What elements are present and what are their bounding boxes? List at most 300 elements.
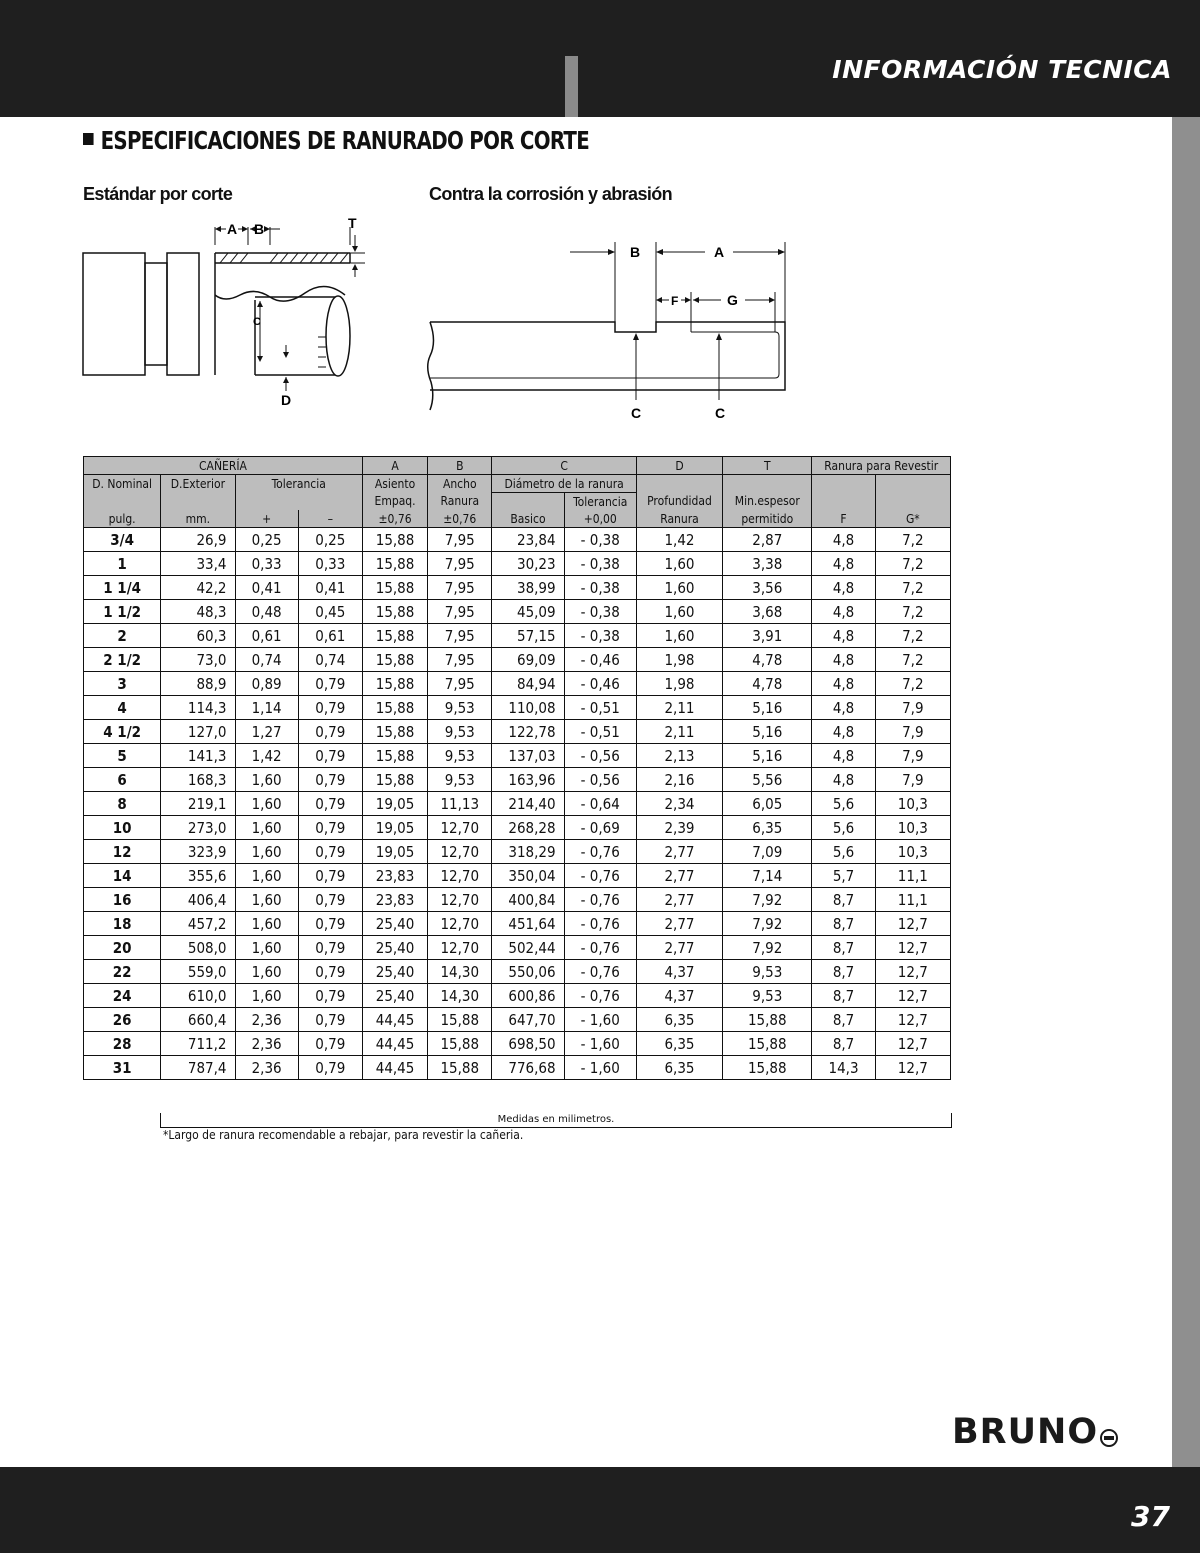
table-cell: 2,87 — [723, 528, 812, 552]
table-cell: 350,04 — [492, 864, 564, 888]
table-cell: 0,79 — [298, 696, 362, 720]
table-cell: 38,99 — [492, 576, 564, 600]
header-permitido: permitido — [723, 510, 812, 528]
table-cell: 600,86 — [492, 984, 564, 1008]
table-cell: 25,40 — [362, 912, 427, 936]
header-mm: mm. — [161, 510, 235, 528]
table-cell: - 0,64 — [564, 792, 636, 816]
table-row — [84, 960, 951, 984]
table-cell: 1,98 — [636, 672, 722, 696]
table-cell: - 0,38 — [564, 576, 636, 600]
header-d: D — [636, 457, 722, 475]
table-row — [84, 720, 951, 744]
table-cell: 219,1 — [161, 792, 235, 816]
table-cell: 1,60 — [235, 888, 298, 912]
table-cell: 42,2 — [161, 576, 235, 600]
table-cell: 610,0 — [161, 984, 235, 1008]
header-caneria: CAÑERÍA — [84, 457, 363, 475]
table-cell: 15,88 — [362, 720, 427, 744]
table-cell: 15,88 — [723, 1056, 812, 1080]
table-cell: 88,9 — [161, 672, 235, 696]
table-cell: 2,13 — [636, 744, 722, 768]
table-cell: 7,95 — [428, 600, 492, 624]
standard-groove-diagram — [80, 215, 380, 415]
header-diametro-ranura: Diámetro de la ranura — [492, 475, 636, 493]
top-bar — [0, 0, 1200, 117]
table-cell: 9,53 — [428, 744, 492, 768]
table-cell: 4,8 — [812, 744, 875, 768]
table-cell: 1 1/4 — [84, 576, 161, 600]
table-cell: 0,61 — [235, 624, 298, 648]
table-cell: 20 — [84, 936, 161, 960]
table-cell: 7,14 — [723, 864, 812, 888]
table-cell: 7,09 — [723, 840, 812, 864]
table-cell: - 1,60 — [564, 1032, 636, 1056]
table-cell: - 0,69 — [564, 816, 636, 840]
table-cell: 6 — [84, 768, 161, 792]
header-min-espesor: Min.espesor — [723, 493, 812, 511]
section-title: INFORMACIÓN TECNICA — [832, 55, 1172, 84]
table-row — [84, 672, 951, 696]
table-cell: 2,16 — [636, 768, 722, 792]
table-cell: 0,48 — [235, 600, 298, 624]
table-cell: 23,83 — [362, 864, 427, 888]
table-cell: 0,79 — [298, 888, 362, 912]
table-cell: 12,7 — [875, 984, 950, 1008]
table-row — [84, 576, 951, 600]
table-cell: 0,61 — [298, 624, 362, 648]
table-cell: 5 — [84, 744, 161, 768]
table-cell: 15,88 — [723, 1032, 812, 1056]
page-number: 37 — [1131, 1500, 1170, 1533]
table-cell: 0,41 — [235, 576, 298, 600]
footnote: *Largo de ranura recomendable a rebajar, para revestir la cañeria. — [163, 1128, 524, 1142]
table-cell: 60,3 — [161, 624, 235, 648]
table-cell: 0,79 — [298, 1032, 362, 1056]
header-accent-bar — [565, 56, 578, 117]
table-cell: 0,79 — [298, 1056, 362, 1080]
table-cell: 2,36 — [235, 1056, 298, 1080]
table-cell: 3,56 — [723, 576, 812, 600]
table-cell: 1,60 — [636, 576, 722, 600]
table-cell: 110,08 — [492, 696, 564, 720]
table-cell: 7,92 — [723, 936, 812, 960]
table-cell: 5,16 — [723, 696, 812, 720]
table-cell: 7,9 — [875, 696, 950, 720]
table-cell: 48,3 — [161, 600, 235, 624]
table-cell: 7,2 — [875, 576, 950, 600]
table-cell: 114,3 — [161, 696, 235, 720]
table-cell: 2 1/2 — [84, 648, 161, 672]
table-cell: 0,79 — [298, 864, 362, 888]
table-row — [84, 888, 951, 912]
table-cell: 84,94 — [492, 672, 564, 696]
table-cell: 15,88 — [362, 744, 427, 768]
table-cell: - 1,60 — [564, 1056, 636, 1080]
table-cell: 1 — [84, 552, 161, 576]
table-cell: 15,88 — [362, 696, 427, 720]
table-cell: 323,9 — [161, 840, 235, 864]
table-cell: 0,45 — [298, 600, 362, 624]
table-row — [84, 528, 951, 552]
table-cell: 163,96 — [492, 768, 564, 792]
table-cell: 1,60 — [235, 984, 298, 1008]
table-cell: - 0,51 — [564, 720, 636, 744]
label-a: A — [227, 221, 238, 237]
table-cell: 2,11 — [636, 720, 722, 744]
header-pulg: pulg. — [84, 510, 161, 528]
table-cell: 44,45 — [362, 1008, 427, 1032]
table-cell: 7,9 — [875, 720, 950, 744]
table-cell: 4,8 — [812, 600, 875, 624]
header-blank-g — [875, 475, 950, 493]
header-blank-t — [723, 475, 812, 493]
table-cell: 23,83 — [362, 888, 427, 912]
table-cell: 16 — [84, 888, 161, 912]
table-cell: 4,8 — [812, 552, 875, 576]
table-cell: 15,88 — [362, 600, 427, 624]
table-cell: 1,27 — [235, 720, 298, 744]
header-t: T — [723, 457, 812, 475]
table-cell: 4,8 — [812, 576, 875, 600]
header-blank-d — [636, 475, 722, 493]
header-tolerancia-c: Tolerancia — [564, 493, 636, 511]
table-row — [84, 816, 951, 840]
table-cell: - 0,76 — [564, 888, 636, 912]
table-cell: 647,70 — [492, 1008, 564, 1032]
table-cell: 4,37 — [636, 984, 722, 1008]
table-row — [84, 936, 951, 960]
table-cell: 6,35 — [636, 1008, 722, 1032]
table-row — [84, 840, 951, 864]
header-a: A — [362, 457, 427, 475]
table-row — [84, 792, 951, 816]
table-cell: 18 — [84, 912, 161, 936]
table-cell: 8,7 — [812, 888, 875, 912]
table-cell: 4,8 — [812, 696, 875, 720]
table-cell: 0,33 — [235, 552, 298, 576]
table-cell: 0,33 — [298, 552, 362, 576]
table-cell: 5,7 — [812, 864, 875, 888]
table-cell: 12,7 — [875, 960, 950, 984]
header-blank-5 — [812, 493, 875, 511]
table-cell: 8 — [84, 792, 161, 816]
table-cell: - 0,38 — [564, 624, 636, 648]
table-cell: 4 — [84, 696, 161, 720]
table-cell: 5,16 — [723, 744, 812, 768]
table-cell: 0,74 — [235, 648, 298, 672]
table-row — [84, 648, 951, 672]
table-cell: 4,8 — [812, 768, 875, 792]
table-cell: 6,35 — [723, 816, 812, 840]
groove-spec-table — [83, 456, 951, 1080]
table-cell: 15,88 — [362, 648, 427, 672]
table-cell: 25,40 — [362, 984, 427, 1008]
table-cell: 26 — [84, 1008, 161, 1032]
table-cell: 12,70 — [428, 912, 492, 936]
header-b: B — [428, 457, 492, 475]
table-cell: 5,56 — [723, 768, 812, 792]
table-cell: 9,53 — [428, 720, 492, 744]
table-row — [84, 1056, 951, 1080]
header-blank-3 — [235, 493, 362, 511]
table-cell: 400,84 — [492, 888, 564, 912]
table-cell: 214,40 — [492, 792, 564, 816]
table-cell: 451,64 — [492, 912, 564, 936]
table-cell: 10,3 — [875, 792, 950, 816]
header-f: F — [812, 510, 875, 528]
table-cell: 7,2 — [875, 600, 950, 624]
table-cell: 2,77 — [636, 936, 722, 960]
bruno-logo — [952, 1412, 1118, 1452]
table-cell: 4,78 — [723, 648, 812, 672]
table-cell: 15,88 — [362, 624, 427, 648]
table-cell: 4,78 — [723, 672, 812, 696]
table-cell: 7,2 — [875, 624, 950, 648]
table-cell: 15,88 — [362, 576, 427, 600]
table-cell: 1,60 — [235, 936, 298, 960]
header-blank-2 — [161, 493, 235, 511]
table-cell: 11,1 — [875, 864, 950, 888]
table-cell: 7,2 — [875, 672, 950, 696]
table-cell: 19,05 — [362, 792, 427, 816]
header-minus: – — [298, 510, 362, 528]
table-row — [84, 912, 951, 936]
header-tol-a: ±0,76 — [362, 510, 427, 528]
table-cell: 44,45 — [362, 1032, 427, 1056]
table-cell: 559,0 — [161, 960, 235, 984]
table-cell: 7,2 — [875, 648, 950, 672]
table-cell: 1,42 — [235, 744, 298, 768]
label-f: F — [671, 294, 679, 308]
table-cell: 4,8 — [812, 624, 875, 648]
table-cell: 15,88 — [362, 768, 427, 792]
table-cell: 28 — [84, 1032, 161, 1056]
table-cell: 69,09 — [492, 648, 564, 672]
table-cell: 15,88 — [428, 1032, 492, 1056]
label-b: B — [254, 221, 265, 237]
table-cell: 12 — [84, 840, 161, 864]
table-cell: 6,05 — [723, 792, 812, 816]
table-cell: 1,60 — [235, 864, 298, 888]
header-blank-6 — [875, 493, 950, 511]
table-cell: 8,7 — [812, 960, 875, 984]
table-cell: 2,77 — [636, 888, 722, 912]
table-cell: - 0,51 — [564, 696, 636, 720]
table-cell: 14 — [84, 864, 161, 888]
table-cell: 0,79 — [298, 792, 362, 816]
table-cell: 22 — [84, 960, 161, 984]
table-cell: 14,3 — [812, 1056, 875, 1080]
table-cell: 9,53 — [428, 696, 492, 720]
table-cell: 8,7 — [812, 1008, 875, 1032]
header-blank-1 — [84, 493, 161, 511]
table-cell: 0,79 — [298, 816, 362, 840]
subtitle-corrosion: Contra la corrosión y abrasión — [429, 184, 673, 204]
table-cell: 7,2 — [875, 552, 950, 576]
table-cell: 7,95 — [428, 528, 492, 552]
table-cell: 26,9 — [161, 528, 235, 552]
header-g: G* — [875, 510, 950, 528]
table-cell: 1,14 — [235, 696, 298, 720]
table-cell: 12,70 — [428, 864, 492, 888]
table-cell: 24 — [84, 984, 161, 1008]
table-cell: 3/4 — [84, 528, 161, 552]
table-cell: 7,2 — [875, 528, 950, 552]
table-cell: 10,3 — [875, 816, 950, 840]
table-cell: 11,13 — [428, 792, 492, 816]
table-row — [84, 768, 951, 792]
table-cell: 0,89 — [235, 672, 298, 696]
table-cell: 12,70 — [428, 840, 492, 864]
table-cell: 127,0 — [161, 720, 235, 744]
table-cell: 8,7 — [812, 936, 875, 960]
table-cell: 2,36 — [235, 1032, 298, 1056]
table-cell: 6,35 — [636, 1032, 722, 1056]
table-cell: 45,09 — [492, 600, 564, 624]
table-cell: 1,60 — [235, 960, 298, 984]
header-tolerancia: Tolerancia — [235, 475, 362, 493]
table-cell: 0,79 — [298, 768, 362, 792]
bottom-bar — [0, 1467, 1200, 1553]
table-cell: 19,05 — [362, 816, 427, 840]
table-cell: 0,41 — [298, 576, 362, 600]
label-g: G — [727, 292, 738, 308]
table-cell: 0,25 — [298, 528, 362, 552]
table-cell: 141,3 — [161, 744, 235, 768]
header-plus: + — [235, 510, 298, 528]
table-cell: 2,77 — [636, 864, 722, 888]
table-cell: 1,60 — [636, 552, 722, 576]
table-cell: 15,88 — [362, 672, 427, 696]
table-cell: 5,6 — [812, 840, 875, 864]
table-cell: 2,36 — [235, 1008, 298, 1032]
table-row — [84, 984, 951, 1008]
table-cell: 57,15 — [492, 624, 564, 648]
table-cell: 1,60 — [235, 792, 298, 816]
table-cell: 15,88 — [428, 1056, 492, 1080]
table-cell: - 0,56 — [564, 744, 636, 768]
table-cell: 660,4 — [161, 1008, 235, 1032]
table-cell: 0,79 — [298, 840, 362, 864]
table-cell: 25,40 — [362, 960, 427, 984]
table-cell: 457,2 — [161, 912, 235, 936]
table-cell: 6,35 — [636, 1056, 722, 1080]
table-cell: 1,60 — [636, 624, 722, 648]
table-cell: 0,79 — [298, 720, 362, 744]
table-cell: 406,4 — [161, 888, 235, 912]
table-cell: 3,38 — [723, 552, 812, 576]
table-cell: 12,7 — [875, 912, 950, 936]
table-row — [84, 1008, 951, 1032]
table-cell: 7,92 — [723, 888, 812, 912]
table-cell: 0,79 — [298, 912, 362, 936]
table-cell: 23,84 — [492, 528, 564, 552]
table-cell: 355,6 — [161, 864, 235, 888]
table-cell: 11,1 — [875, 888, 950, 912]
table-cell: 33,4 — [161, 552, 235, 576]
table-cell: 4,8 — [812, 648, 875, 672]
header-profundidad: Profundidad — [636, 493, 722, 511]
page-heading-text: ESPECIFICACIONES DE RANURADO POR CORTE — [100, 126, 590, 155]
table-cell: - 0,38 — [564, 552, 636, 576]
table-cell: 8,7 — [812, 984, 875, 1008]
table-cell: 19,05 — [362, 840, 427, 864]
header-asiento: Asiento — [362, 475, 427, 493]
header-c: C — [492, 457, 636, 475]
table-cell: 318,29 — [492, 840, 564, 864]
table-cell: 550,06 — [492, 960, 564, 984]
table-cell: 4,37 — [636, 960, 722, 984]
table-cell: 12,7 — [875, 936, 950, 960]
table-cell: - 0,76 — [564, 864, 636, 888]
table-cell: 12,70 — [428, 936, 492, 960]
header-basico: Basico — [492, 510, 564, 528]
table-cell: 5,6 — [812, 816, 875, 840]
table-cell: 1,60 — [235, 912, 298, 936]
table-cell: 508,0 — [161, 936, 235, 960]
table-cell: - 0,46 — [564, 648, 636, 672]
header-tol-c: +0,00 — [564, 510, 636, 528]
table-cell: 5,16 — [723, 720, 812, 744]
table-cell: 4,8 — [812, 672, 875, 696]
table-cell: 2,39 — [636, 816, 722, 840]
label-t: T — [348, 215, 357, 231]
table-cell: 168,3 — [161, 768, 235, 792]
table-cell: 12,70 — [428, 816, 492, 840]
table-cell: - 0,76 — [564, 936, 636, 960]
label-a: A — [714, 244, 725, 260]
table-cell: - 1,60 — [564, 1008, 636, 1032]
header-blank-f — [812, 475, 875, 493]
table-cell: 7,95 — [428, 672, 492, 696]
table-cell: 12,70 — [428, 888, 492, 912]
table-cell: 2,34 — [636, 792, 722, 816]
table-cell: 273,0 — [161, 816, 235, 840]
table-row — [84, 624, 951, 648]
table-cell: 7,92 — [723, 912, 812, 936]
table-cell: 0,79 — [298, 960, 362, 984]
table-cell: 0,79 — [298, 744, 362, 768]
table-cell: 502,44 — [492, 936, 564, 960]
table-cell: 7,9 — [875, 768, 950, 792]
table-cell: - 0,76 — [564, 912, 636, 936]
table-cell: 10,3 — [875, 840, 950, 864]
table-cell: 776,68 — [492, 1056, 564, 1080]
table-cell: 0,25 — [235, 528, 298, 552]
table-cell: - 0,38 — [564, 600, 636, 624]
table-cell: 4,8 — [812, 720, 875, 744]
table-cell: 1,60 — [235, 816, 298, 840]
header-ancho: Ancho — [428, 475, 492, 493]
right-edge-bar — [1172, 117, 1200, 1467]
table-cell: 9,53 — [723, 984, 812, 1008]
table-cell: 7,9 — [875, 744, 950, 768]
table-cell: 14,30 — [428, 960, 492, 984]
table-cell: 1,60 — [235, 840, 298, 864]
table-row — [84, 744, 951, 768]
header-ranura-d: Ranura — [636, 510, 722, 528]
table-cell: 8,7 — [812, 1032, 875, 1056]
table-cell: 7,95 — [428, 576, 492, 600]
table-cell: - 0,76 — [564, 984, 636, 1008]
table-body — [84, 528, 951, 1080]
table-cell: 15,88 — [362, 552, 427, 576]
header-ranura-revestir: Ranura para Revestir — [812, 457, 951, 475]
table-row — [84, 1032, 951, 1056]
table-cell: 8,7 — [812, 912, 875, 936]
table-cell: 1,60 — [235, 768, 298, 792]
